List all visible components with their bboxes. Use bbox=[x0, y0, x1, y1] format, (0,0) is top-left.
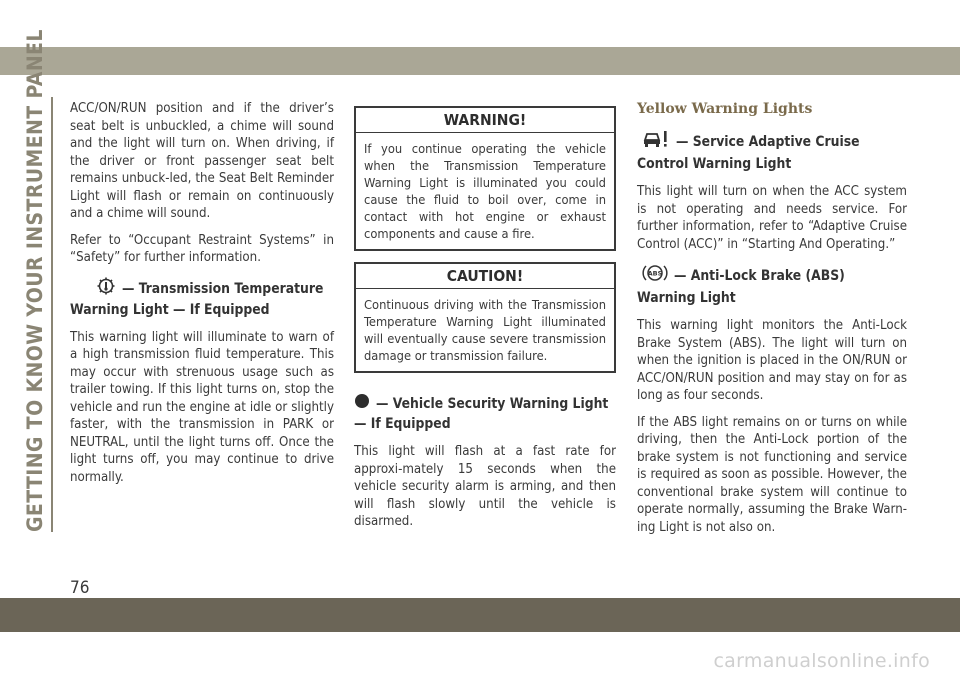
warning-body: If you continue operating the vehicle when the Transmission Temperature Warning Light is illuminated you could cause the fluid to boil over, come in contact with hot engine or exhaust components and cause a fire. bbox=[364, 142, 606, 242]
column-3 bbox=[637, 100, 907, 545]
heading-abs bbox=[637, 263, 907, 308]
svg-text:ABS: ABS bbox=[647, 269, 663, 278]
heading-text: — Vehicle Security Warning Light — If Equipped bbox=[354, 396, 609, 432]
paragraph: This light will flash at a fast rate for approxi-mately 15 seconds when the vehicle security alarm is arming, and then will flash slowly until the vehicle is disarmed. bbox=[354, 444, 616, 529]
heading-text: — Transmission Temperature Warning Light — If Equipped bbox=[70, 280, 324, 318]
paragraph: Refer to “Occupant Restraint Systems” in “Safety” for further information. bbox=[70, 232, 334, 265]
top-band bbox=[0, 47, 960, 75]
watermark: carmanualsonline.info bbox=[713, 650, 930, 672]
heading-service-acc bbox=[637, 129, 907, 174]
column-2 bbox=[354, 106, 616, 540]
chapter-title: GETTING TO KNOW YOUR INSTRUMENT PANEL bbox=[23, 29, 47, 532]
page-number: 76 bbox=[70, 578, 90, 598]
abs-icon bbox=[642, 263, 668, 289]
heading-transmission-temp bbox=[70, 277, 334, 320]
heading-text: — Service Adaptive Cruise Control Warning Light bbox=[637, 134, 860, 172]
paragraph: This warning light monitors the Anti-Lock Brake System (ABS). The light will turn on when the ignition is placed in the ON/RUN or ACC/ON/RUN position and may stay on for as long as four seconds. bbox=[637, 318, 907, 403]
heading-text: — Anti-Lock Brake (ABS) Warning Light bbox=[637, 268, 845, 306]
warning-title: WARNING! bbox=[356, 108, 614, 133]
chapter-rule bbox=[51, 97, 53, 532]
transmission-temp-icon bbox=[96, 277, 116, 301]
bottom-band bbox=[0, 598, 960, 632]
paragraph: This light will turn on when the ACC system is not operating and needs service. For further information, refer to “Adaptive Cruise Control (ACC)” in “Starting And Operating.” bbox=[637, 184, 907, 252]
service-acc-icon bbox=[642, 129, 670, 155]
heading-vehicle-security bbox=[354, 393, 616, 434]
vehicle-security-icon bbox=[354, 393, 370, 415]
warning-box bbox=[354, 106, 616, 251]
caution-body: Continuous driving with the Transmission Temperature Warning Light illuminated will eventually cause severe transmission damage or transmission failure. bbox=[364, 298, 606, 364]
column-1 bbox=[70, 100, 334, 495]
caution-box bbox=[354, 262, 616, 373]
paragraph: This warning light will illuminate to warn of a high transmission fluid temperature. This may occur with strenuous usage such as trailer towing. If this light turns on, stop the vehicle and run the engine at idle or slightly faster, with the transmission in PARK or NEUTRAL, until the light turns off. Once the light turns off, you may continue to drive normally. bbox=[70, 329, 334, 485]
caution-title: CAUTION! bbox=[356, 264, 614, 289]
paragraph: ACC/ON/RUN position and if the driver’s seat belt is unbuckled, a chime will sound and the light will turn on. When driving, if the driver or front passenger seat belt remains unbuck-led, the Seat Belt Reminder Light will flash or remain on continuously and a chime will sound. bbox=[70, 101, 334, 221]
section-title: Yellow Warning Lights bbox=[637, 101, 813, 117]
paragraph: If the ABS light remains on or turns on while driving, then the Anti-Lock portion of the brake system is not functioning and service is required as soon as possible. However, the conventional brake system will continue to operate normally, assuming the Brake Warn-ing Light is not also on. bbox=[637, 414, 907, 535]
